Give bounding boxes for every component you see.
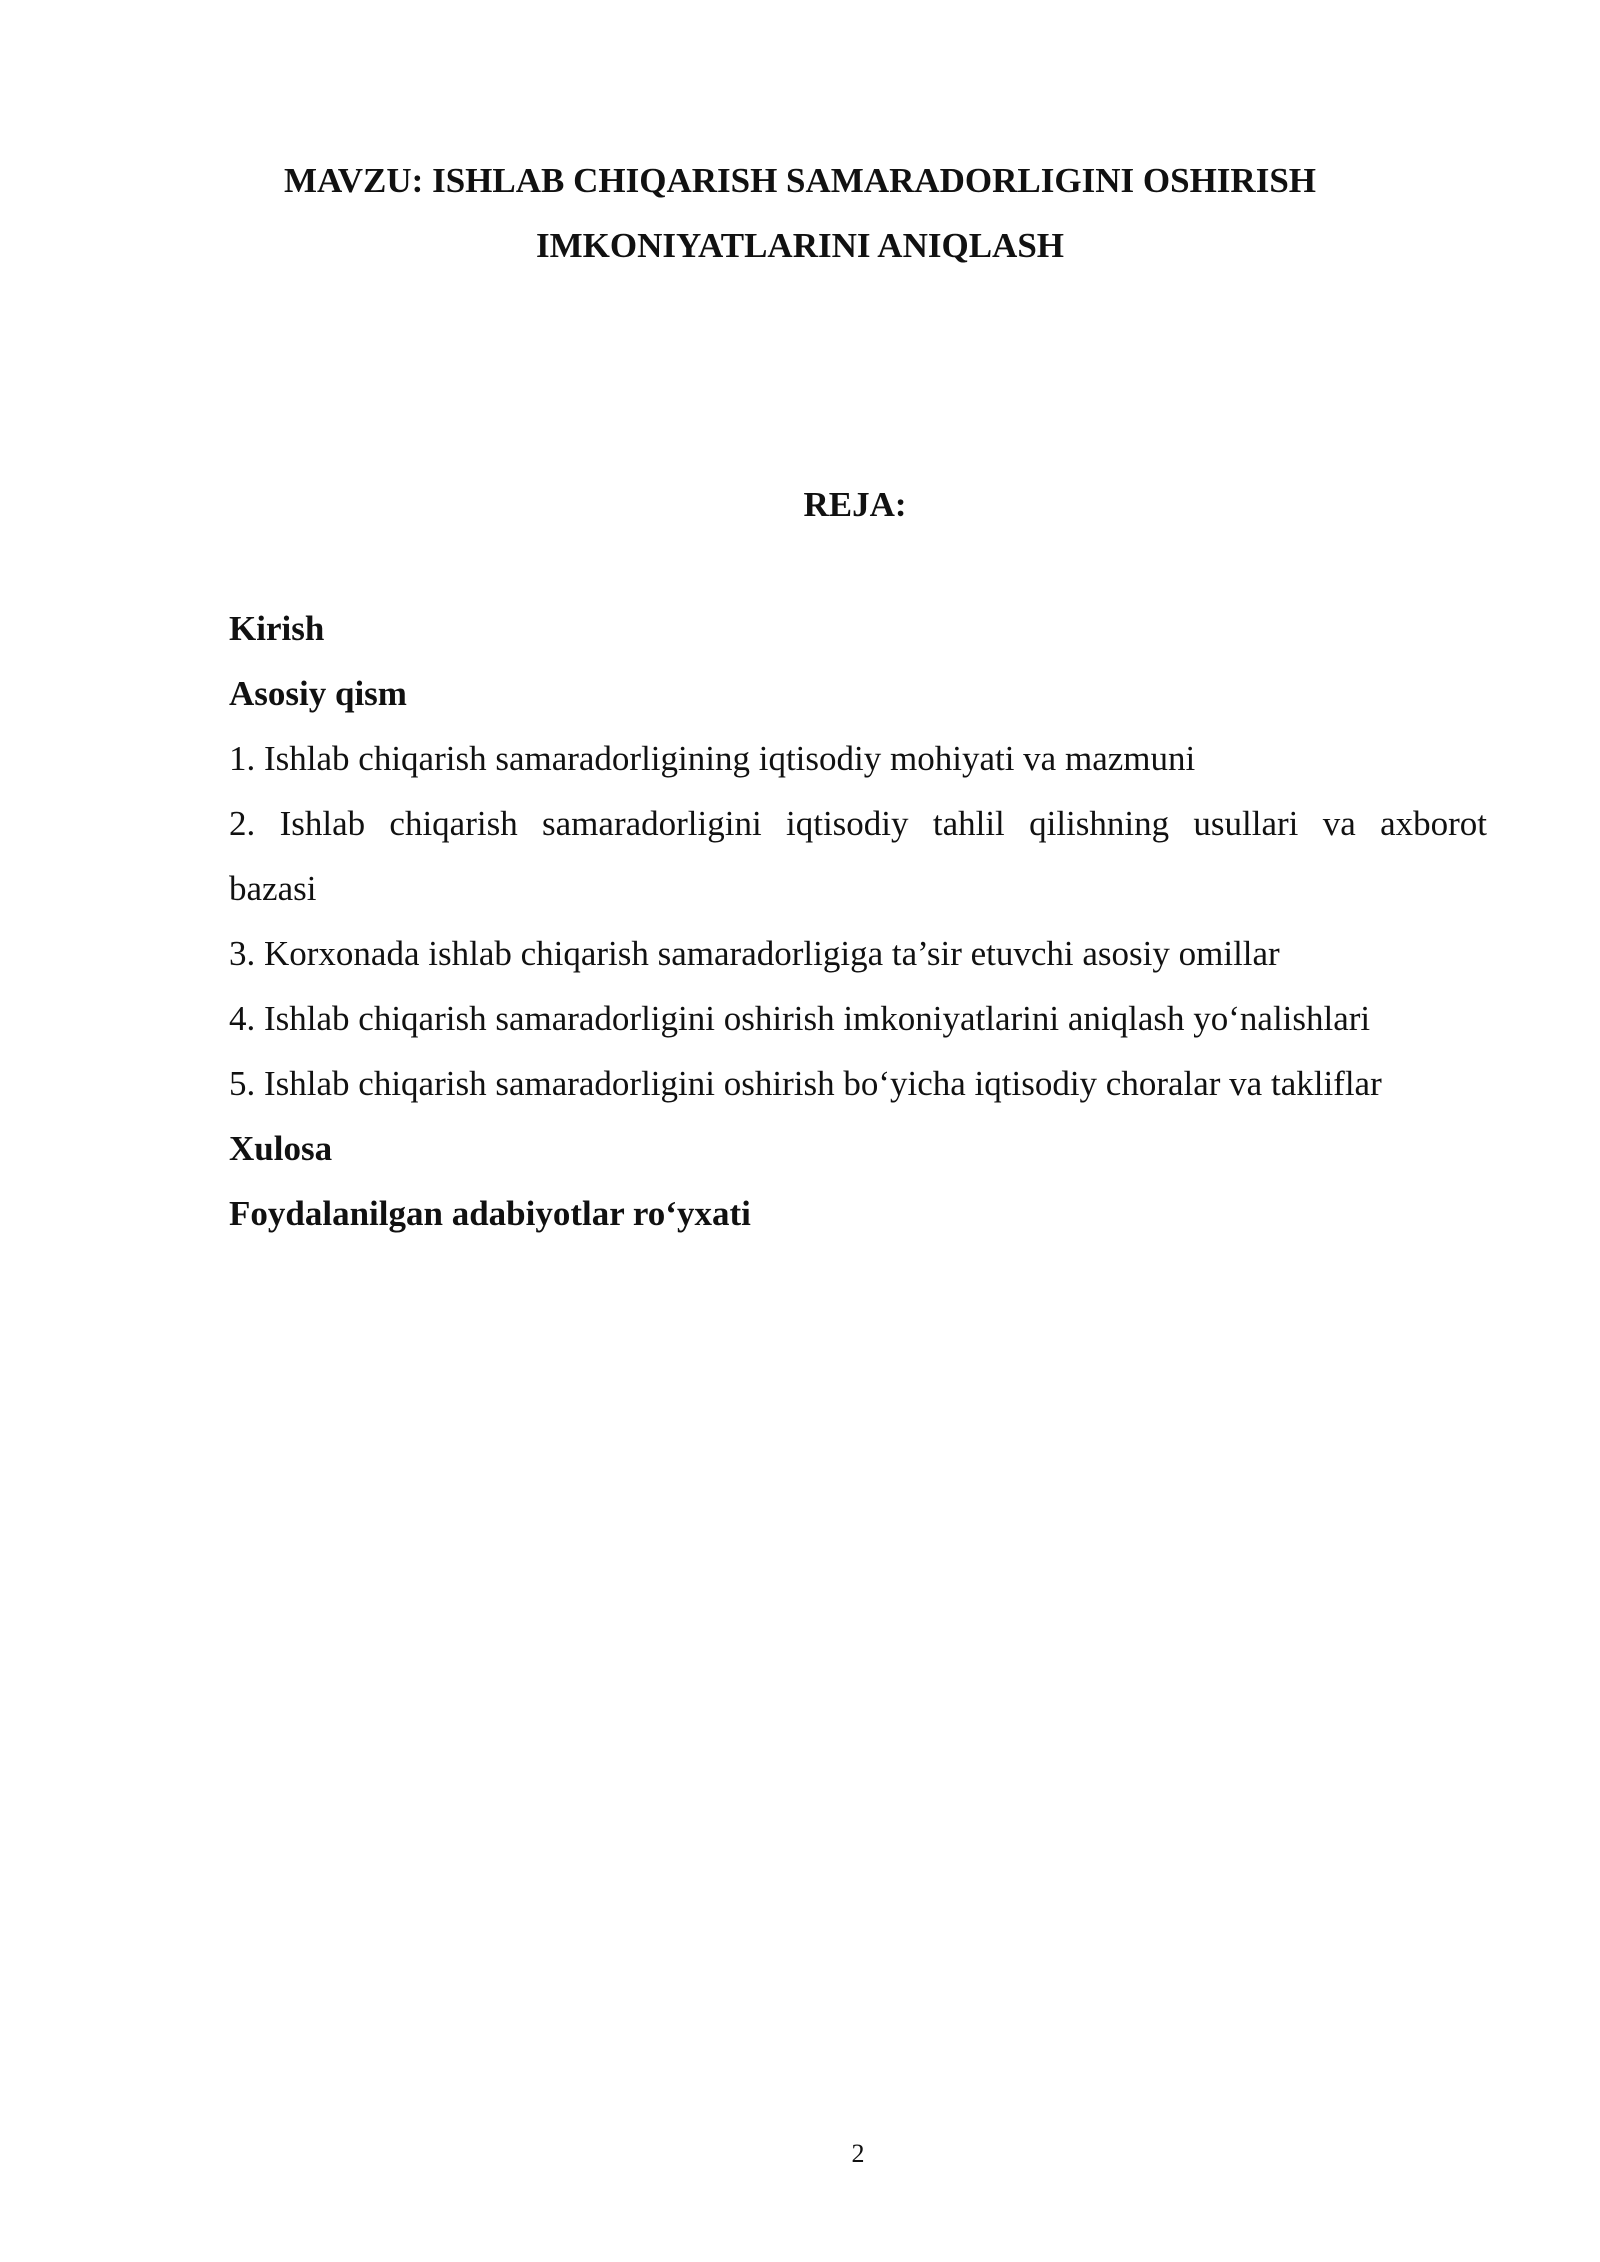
plan-references: Foydalanilgan adabiyotlar ro‘yxati [229,1194,751,1233]
plan-item-1: 1. Ishlab chiqarish samaradorligining iqtisodiy mohiyati va mazmuni [229,739,1196,778]
plan-conclusion: Xulosa [229,1129,333,1168]
plan-item-3: 3. Korxonada ishlab chiqarish samaradorligiga ta’sir etuvchi asosiy omillar [229,934,1280,973]
plan-item-4: 4. Ishlab chiqarish samaradorligini oshirish imkoniyatlarini aniqlash yo‘nalishlari [229,999,1371,1038]
plan-item-2: 2. Ishlab chiqarish samaradorligini iqtisodiy tahlil qilishning usullari va axborot [229,804,1487,843]
document-title [0,148,1600,278]
plan-main-part: Asosiy qism [229,674,407,713]
plan-heading: REJA: [803,485,907,524]
page-number: 2 [851,2139,865,2168]
plan-list [229,596,1487,1246]
plan-intro: Kirish [229,609,325,648]
title-line-1: MAVZU: ISHLAB CHIQARISH SAMARADORLIGINI OSHIRISH [283,161,1317,200]
plan-item-5: 5. Ishlab chiqarish samaradorligini oshirish bo‘yicha iqtisodiy choralar va takliflar [229,1064,1382,1103]
plan-item-2-continuation: bazasi [229,869,317,908]
title-line-2: IMKONIYATLARINI ANIQLASH [535,226,1065,265]
